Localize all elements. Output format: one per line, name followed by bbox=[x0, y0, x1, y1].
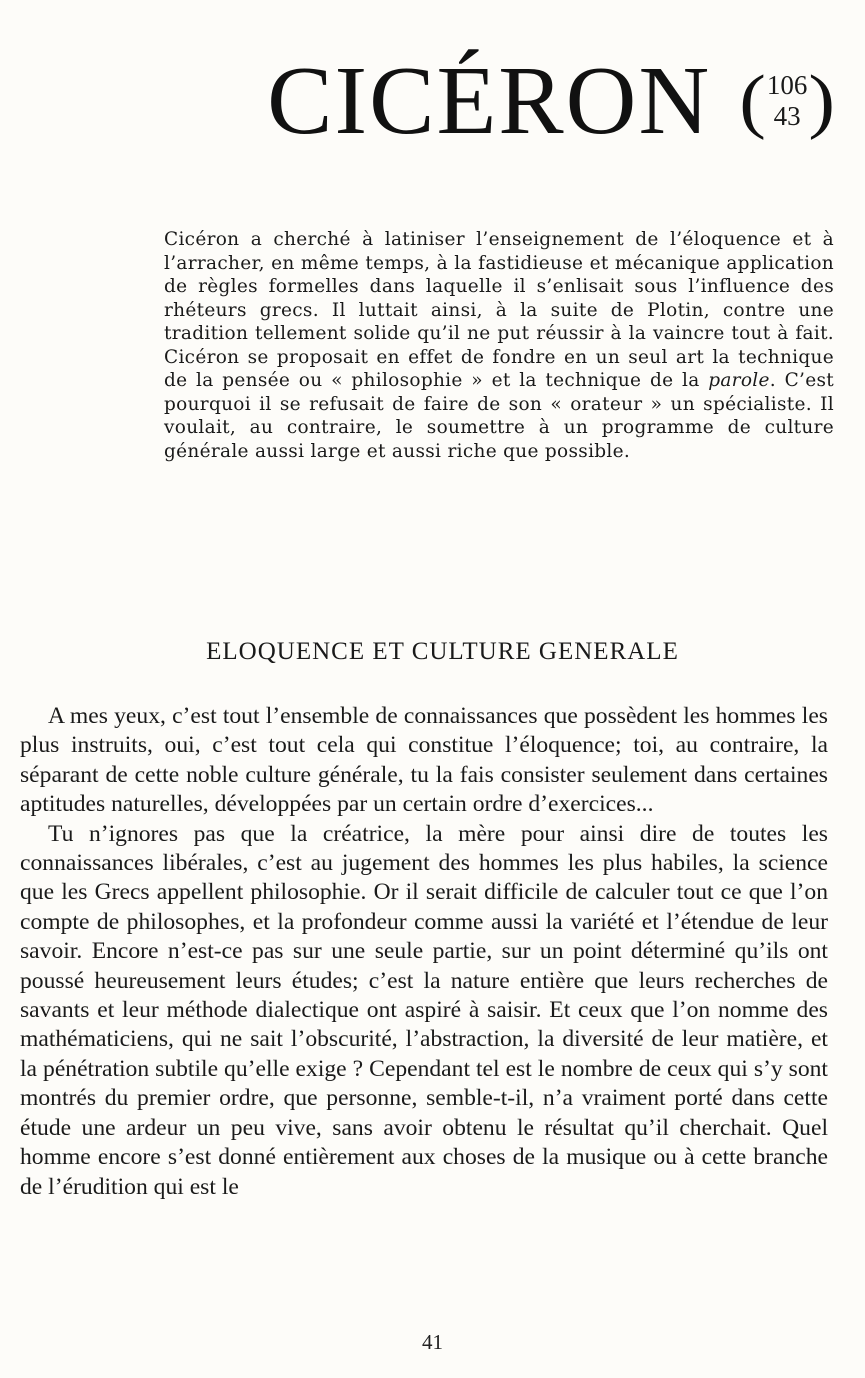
chapter-header bbox=[267, 47, 835, 155]
section-heading bbox=[0, 638, 865, 666]
body-paragraph: Tu n’ignores pas que la créatrice, la mère pour ainsi dire de toutes les connaissances libérales, c’est au jugement des hommes les plus habiles, la science que les Grecs appellent philosophie. Or il serait difficile de calculer tout ce que l’on compte de philosophes, et la profondeur comme aussi la variété et l’étendue de leur savoir. Encore n’est-ce pas sur une seule partie, sur un point déterminé qu’ils ont poussé heureusement leurs études; c’est la nature entière que leurs recherches de savants et leur méthode dialectique ont aspiré à saisir. Et ceux que l’on nomme des mathématiciens, qui ne sait l’obscurité, l’abstraction, la diversité de leur matière, et la pénétration subtile qu’elle exige ? Cependant tel est le nombre de ceux qui s’y sont montrés du premier ordre, que personne, semble-t-il, n’a vraiment porté dans cette étude une ardeur un peu vive, sans avoir obtenu le résultat qu’il cherchait. Quel homme encore s’est donné entièrement aux choses de la musique ou à cette branche de l’érudition qui est le bbox=[20, 820, 828, 1200]
intro-emphasis: parole bbox=[708, 370, 770, 391]
dates-stack bbox=[767, 70, 808, 132]
intro-paragraph bbox=[164, 228, 834, 463]
intro-text-part1: Cicéron a cherché à latiniser l’enseignement de l’éloquence et à l’arracher, en même temps, à la fastidieuse et mécanique application de règles formelles dans laquelle il s’enlisait sous l’influence des rhéteurs grecs. Il luttait ainsi, à la suite de Plotin, contre une tradition tellement solide qu’il ne put réussir à la vaincre tout à fait. Cicéron se proposait en effet de fondre en un seul art la technique de la pensée ou « philosophie » et la technique de la bbox=[164, 229, 834, 391]
section-body bbox=[20, 702, 828, 1202]
birth-year: 106 bbox=[766, 69, 808, 100]
death-year: 43 bbox=[773, 101, 801, 131]
section-heading-text: ELOQUENCE ET CULTURE GENERALE bbox=[206, 638, 679, 665]
chapter-title: CICÉRON bbox=[267, 47, 712, 155]
life-dates bbox=[739, 61, 835, 141]
intro-text-part2: . C’est pourquoi il se refusait de faire de son « orateur » un spécialiste. Il voulait, au contraire, le soumettre à un programme de culture générale aussi large et aussi riche que possible. bbox=[164, 370, 834, 462]
dates-close-paren: ) bbox=[808, 61, 835, 141]
page-number: 41 bbox=[422, 1330, 443, 1354]
dates-open-paren: ( bbox=[739, 61, 766, 141]
body-paragraph: A mes yeux, c’est tout l’ensemble de connaissances que possèdent les hommes les plus instruits, oui, c’est tout cela qui constitue l’éloquence; toi, au contraire, la séparant de cette noble culture générale, tu la fais consister seulement dans certaines aptitudes naturelles, développées par un certain ordre d’exercices... bbox=[20, 703, 828, 818]
